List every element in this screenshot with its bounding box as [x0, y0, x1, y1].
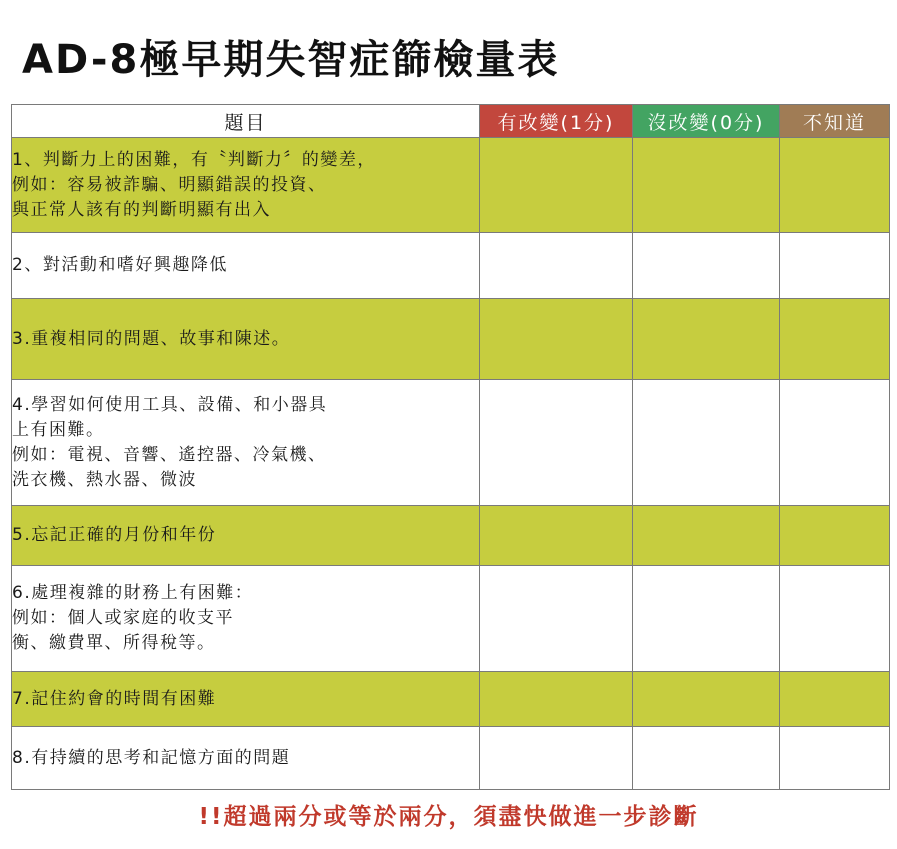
answer-unchanged-cell[interactable]	[633, 299, 780, 380]
answer-unknown-cell[interactable]	[780, 566, 890, 672]
question-text: 7.記住約會的時間有困難	[12, 672, 480, 727]
answer-unchanged-cell[interactable]	[633, 380, 780, 506]
question-text: 1、判斷力上的困難，有〝判斷力〞的變差， 例如：容易被詐騙、明顯錯誤的投資、 與正常人該有的判斷明顯有出入	[12, 138, 480, 233]
answer-changed-cell[interactable]	[480, 672, 633, 727]
answer-unknown-cell[interactable]	[780, 299, 890, 380]
answer-changed-cell[interactable]	[480, 138, 633, 233]
header-question: 題目	[12, 105, 480, 138]
answer-unchanged-cell[interactable]	[633, 506, 780, 566]
answer-unchanged-cell[interactable]	[633, 672, 780, 727]
answer-changed-cell[interactable]	[480, 506, 633, 566]
header-changed: 有改變(1分)	[480, 105, 633, 138]
answer-unchanged-cell[interactable]	[633, 727, 780, 790]
question-text: 2、對活動和嗜好興趣降低	[12, 233, 480, 299]
answer-unknown-cell[interactable]	[780, 506, 890, 566]
answer-unchanged-cell[interactable]	[633, 566, 780, 672]
question-text: 3.重複相同的問題、故事和陳述。	[12, 299, 480, 380]
question-row-5	[12, 506, 890, 566]
answer-unknown-cell[interactable]	[780, 233, 890, 299]
answer-changed-cell[interactable]	[480, 299, 633, 380]
question-row-1	[12, 138, 890, 233]
header-unknown: 不知道	[780, 105, 890, 138]
question-row-6	[12, 566, 890, 672]
question-text: 8.有持續的思考和記憶方面的問題	[12, 727, 480, 790]
answer-unknown-cell[interactable]	[780, 727, 890, 790]
answer-unknown-cell[interactable]	[780, 672, 890, 727]
question-row-2	[12, 233, 890, 299]
footer-warning: !!超過兩分或等於兩分，須盡快做進一步診斷	[198, 804, 699, 830]
question-row-7	[12, 672, 890, 727]
header-unchanged: 沒改變(0分)	[633, 105, 780, 138]
question-text: 6.處理複雜的財務上有困難： 例如：個人或家庭的收支平 衡、繳費單、所得稅等。	[12, 566, 480, 672]
question-text: 5.忘記正確的月份和年份	[12, 506, 480, 566]
answer-changed-cell[interactable]	[480, 566, 633, 672]
answer-unknown-cell[interactable]	[780, 138, 890, 233]
answer-changed-cell[interactable]	[480, 233, 633, 299]
answer-changed-cell[interactable]	[480, 727, 633, 790]
question-text: 4.學習如何使用工具、設備、和小器具 上有困難。 例如：電視、音響、遙控器、冷氣機、 洗衣機、熱水器、微波	[12, 380, 480, 506]
answer-unchanged-cell[interactable]	[633, 138, 780, 233]
answer-unknown-cell[interactable]	[780, 380, 890, 506]
ad8-table	[11, 104, 890, 790]
header-row	[12, 105, 890, 138]
answer-unchanged-cell[interactable]	[633, 233, 780, 299]
question-row-8	[12, 727, 890, 790]
question-row-4	[12, 380, 890, 506]
answer-changed-cell[interactable]	[480, 380, 633, 506]
page-title: AD-8極早期失智症篩檢量表	[22, 37, 560, 83]
question-row-3	[12, 299, 890, 380]
